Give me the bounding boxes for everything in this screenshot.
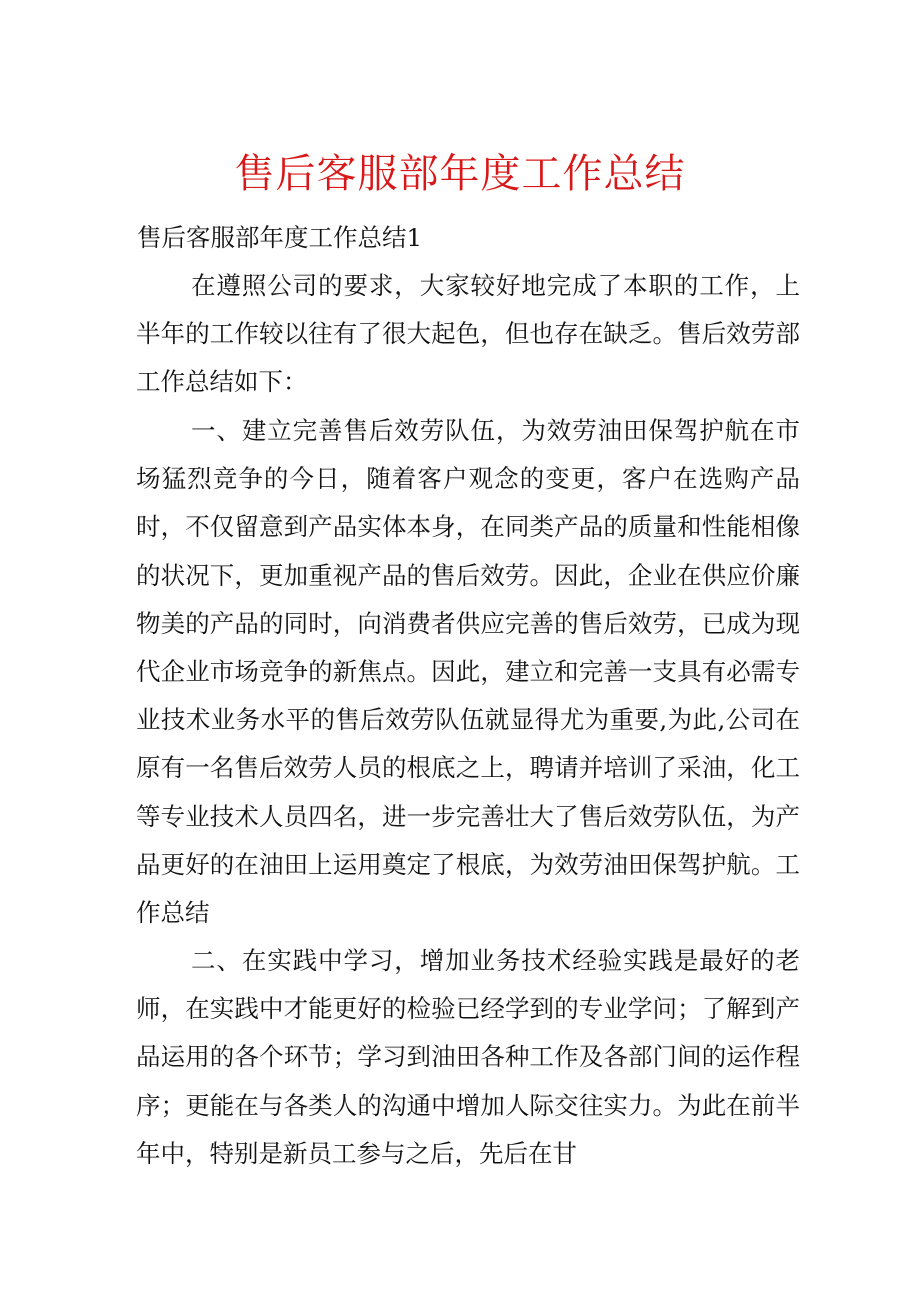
section-subheading: 售后客服部年度工作总结1 <box>137 223 423 252</box>
body-paragraph-section-one: 一、建立完善售后效劳队伍，为效劳油田保驾护航在市场猛烈竞争的今日，随着客户观念的变更，客户在选购产品时，不仅留意到产品实体本身，在同类产品的质量和性能相像的状况下，更加重视产品的售后效劳。因此，企业在供应价廉物美的产品的同时，向消费者供应完善的售后效劳，已成为现代企业市场竞争的新焦点。因此，建立和完善一支具有必需专业技术业务水平的售后效劳队伍就显得尤为重要,为此,公司在原有一名售后效劳人员的根底之上，聘请并培训了采油，化工等专业技术人员四名，进一步完善壮大了售后效劳队伍，为产品更好的在油田上运用奠定了根底，为效劳油田保驾护航。工作总结 <box>136 416 800 928</box>
body-paragraph-intro: 在遵照公司的要求，大家较好地完成了本职的工作，上半年的工作较以往有了很大起色，但也存在缺乏。售后效劳部工作总结如下： <box>136 271 800 397</box>
body-paragraph-section-two: 二、在实践中学习，增加业务技术经验实践是最好的老师，在实践中才能更好的检验已经学到的专业学问；了解到产品运用的各个环节；学习到油田各种工作及各部门间的运作程序；更能在与各类人的沟通中增加人际交往实力。为此在前半年中，特别是新员工参与之后，先后在甘 <box>136 946 800 1168</box>
document-title: 售后客服部年度工作总结 <box>234 151 686 197</box>
